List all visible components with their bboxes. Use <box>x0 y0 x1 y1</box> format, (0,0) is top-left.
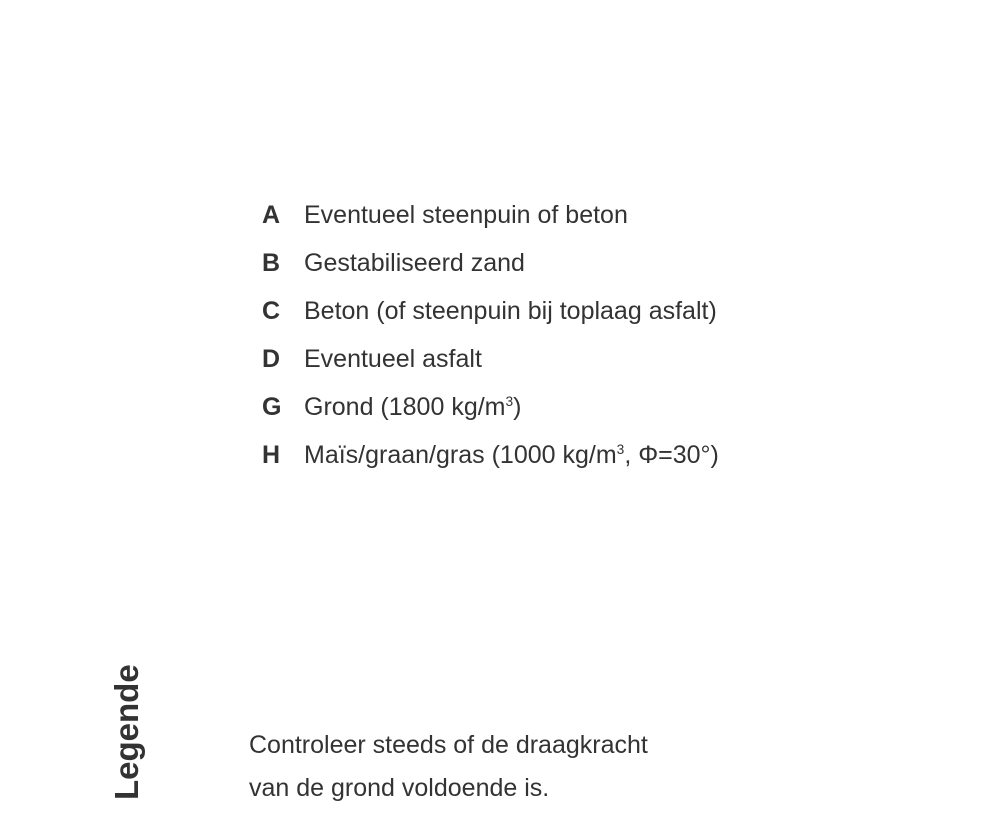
legend-list <box>258 196 719 484</box>
legend-description: Beton (of steenpuin bij toplaag asfalt) <box>304 297 717 325</box>
legend-key: G <box>262 393 282 421</box>
legend-key: H <box>262 441 281 469</box>
legend-description: Eventueel asfalt <box>304 345 482 373</box>
note-line: van de grond voldoende is. <box>249 774 550 802</box>
superscript: 3 <box>616 442 625 458</box>
legend-item-c <box>258 292 719 340</box>
legend-key: D <box>262 345 281 373</box>
legend-item-g <box>258 388 719 436</box>
legend-description: Gestabiliseerd zand <box>304 249 525 277</box>
legend-description: Grond (1800 $kg/m^3$) <box>304 393 522 421</box>
note-line: Controleer steeds of de draagkracht <box>249 731 648 759</box>
legend-key: C <box>262 297 281 325</box>
legend-key: B <box>262 249 281 277</box>
note-text <box>249 724 648 810</box>
legend-description: Maïs/graan/gras (1000 $kg/m^3$, Φ=30°) <box>304 441 719 469</box>
legend-item-d <box>258 340 719 388</box>
legend-key: A <box>262 201 281 229</box>
legend-description: Eventueel steenpuin of beton <box>304 201 628 229</box>
superscript: 3 <box>505 394 514 410</box>
legend-item-b <box>258 244 719 292</box>
legend-item-a <box>258 196 719 244</box>
legend-item-h <box>258 436 719 484</box>
legend-title: Legende <box>108 664 145 800</box>
